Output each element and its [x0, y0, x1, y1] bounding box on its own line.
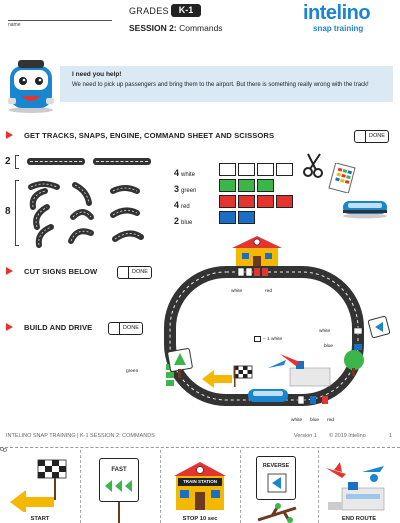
station-sign-label: TRAIN STATION	[182, 479, 218, 484]
sign-card-end-route[interactable]	[318, 450, 400, 523]
card-caption-end-route: END ROUTE	[341, 516, 377, 522]
checkbox-square[interactable]	[118, 267, 129, 278]
track-label-white-top: white	[231, 289, 243, 294]
snap-color-label: green	[181, 188, 197, 194]
grade-badge: K-1	[171, 4, 201, 17]
brand-logo: intelino	[303, 2, 371, 24]
track-layout-diagram	[150, 228, 374, 420]
reverse-sign-board	[256, 456, 296, 500]
track-label-red-top: red	[265, 289, 272, 294]
grades-label: GRADES	[129, 6, 169, 16]
done-checkbox-materials[interactable]	[354, 130, 389, 143]
snap-grid	[219, 163, 299, 227]
bracket-straight	[15, 155, 19, 169]
train-station-icon	[170, 458, 230, 512]
track-label-blue-bottom: blue	[310, 418, 320, 423]
sign-card-station[interactable]	[160, 450, 240, 523]
name-line[interactable]	[8, 20, 112, 21]
track-label-red-bottom: red	[327, 418, 334, 423]
bracket-curves	[15, 180, 19, 246]
snap-cell-white	[219, 163, 236, 176]
reverse-sign-label: REVERSE	[262, 463, 290, 469]
snap-cell-white	[238, 163, 255, 176]
branch-icon	[256, 502, 300, 523]
snap-cell-blue	[276, 211, 293, 224]
section-arrow-icon	[6, 131, 13, 139]
snap-color-label: white	[181, 172, 196, 178]
straight-track-piece	[27, 158, 85, 165]
train-engine-icon	[340, 197, 390, 219]
track-label-white-right: white	[319, 329, 331, 334]
card-caption-stop: STOP 10 sec	[182, 516, 218, 522]
brand-logo-subtitle: snap training	[313, 24, 364, 33]
snap-cell-red	[276, 195, 293, 208]
footer-page: 1	[389, 433, 393, 439]
snap-cell-green	[238, 179, 255, 192]
footer-version: Version 1	[294, 433, 317, 439]
snap-cell-blue	[219, 211, 236, 224]
reverse-arrow-icon	[267, 473, 287, 493]
card-caption-start: START	[30, 516, 50, 522]
curved-track-pieces-icon	[25, 177, 155, 251]
fast-sign-label: FAST	[111, 467, 127, 473]
snap-cell-white	[257, 163, 274, 176]
train-character-icon	[4, 58, 58, 114]
curve-count: 8	[5, 206, 11, 217]
command-sheet-icon	[326, 163, 358, 193]
help-title: I need you help!	[72, 71, 122, 78]
done-label: DONE	[369, 133, 385, 139]
track-label-white-bottom: white	[291, 418, 303, 423]
airport-icon	[324, 458, 394, 514]
checkbox-square[interactable]	[355, 131, 366, 142]
straight-track-piece	[93, 158, 151, 165]
track-label-one-white: – 1 white	[263, 337, 283, 342]
section-title-build-drive: BUILD AND DRIVE	[24, 323, 93, 332]
snap-cell-white	[276, 163, 293, 176]
session-prefix: SESSION 2:	[129, 23, 177, 33]
track-label-blue-right: blue	[324, 344, 334, 349]
yellow-arrow-left-icon	[200, 368, 234, 390]
track-label-green-left: green	[126, 369, 139, 374]
section-arrow-icon	[6, 267, 13, 275]
scissors-icon	[302, 152, 326, 178]
section-title-materials: GET TRACKS, SNAPS, ENGINE, COMMAND SHEET AND SCISSORS	[24, 131, 275, 140]
checkbox-square[interactable]	[109, 323, 120, 334]
snap-color-label: blue	[181, 220, 193, 226]
white-snap-swatch	[254, 336, 261, 342]
name-label: name	[8, 22, 21, 28]
snap-count: 2	[174, 216, 180, 226]
tree-sign-icon	[166, 347, 194, 379]
done-label: DONE	[132, 269, 148, 275]
straight-count: 2	[5, 156, 11, 167]
snap-cell-red	[238, 195, 255, 208]
snap-count: 4	[174, 168, 180, 178]
snap-cell-green	[219, 179, 236, 192]
done-checkbox-cut-signs[interactable]	[117, 266, 152, 279]
sign-card-reverse[interactable]	[240, 450, 318, 523]
sign-card-fast[interactable]	[80, 450, 160, 523]
snap-row-blue	[174, 211, 192, 229]
snap-cell-green	[276, 179, 293, 192]
section-arrow-icon	[6, 323, 13, 331]
done-checkbox-build-drive[interactable]	[108, 322, 143, 335]
snap-cell-green	[257, 179, 274, 192]
snap-cell-red	[219, 195, 236, 208]
snap-cell-red	[257, 195, 274, 208]
section-title-cut-signs: CUT SIGNS BELOW	[24, 267, 98, 276]
done-label: DONE	[123, 325, 139, 331]
snap-color-label: red	[181, 204, 190, 210]
start-flag-arrow-icon	[8, 458, 74, 512]
help-text: We need to pick up passengers and bring them to the airport. But there is something really wrong with the track!	[72, 82, 369, 88]
checkered-flag-icon	[232, 364, 254, 388]
sign-card-start[interactable]	[0, 450, 80, 523]
footer-copyright: © 2019 intelino	[329, 433, 366, 439]
fast-chevrons-icon	[104, 479, 134, 493]
reverse-sign-icon	[366, 314, 394, 342]
snap-count: 4	[174, 200, 180, 210]
session-name: Commands	[179, 23, 223, 33]
fast-sign-board	[99, 458, 139, 502]
sign-post	[118, 502, 120, 523]
snap-count: 3	[174, 184, 180, 194]
snap-cell-blue	[257, 211, 274, 224]
session-title	[129, 23, 223, 33]
snap-cell-blue	[238, 211, 255, 224]
footer-title: INTELINO SNAP TRAINING | K-1 SESSION 2: COMMANDS	[6, 433, 155, 439]
